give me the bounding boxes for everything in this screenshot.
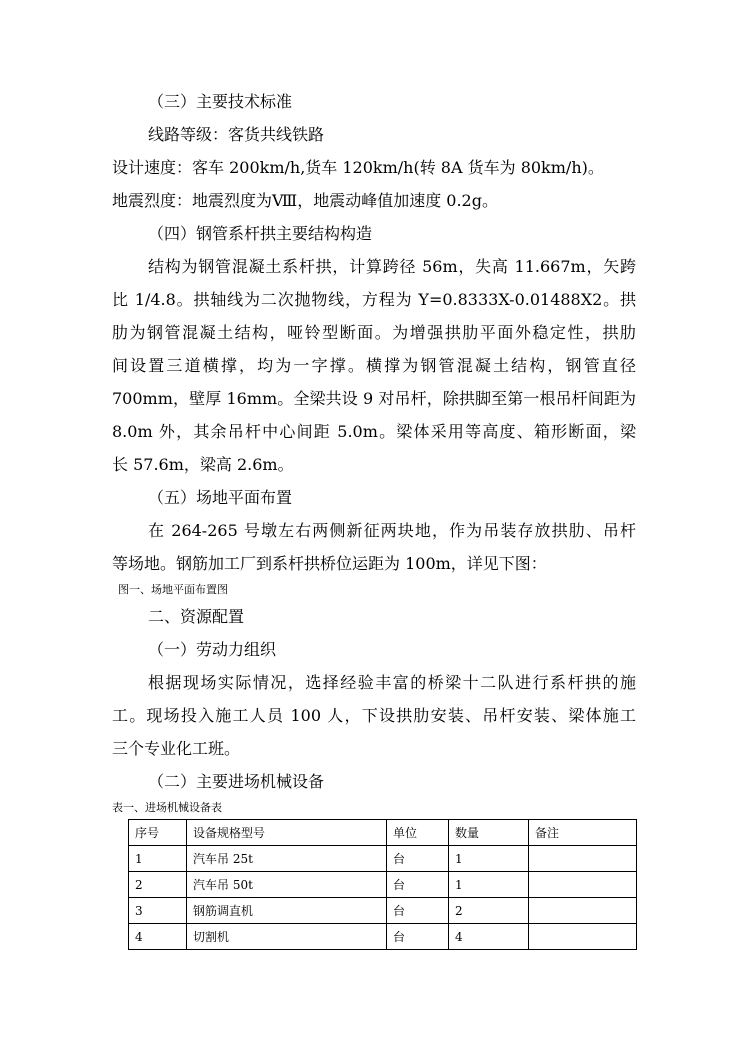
paragraph: 线路等级：客货共线铁路 — [148, 125, 325, 144]
paragraph: 间设置三道横撑，均为一字撑。横撑为钢管混凝土结构，钢管直径 — [112, 356, 636, 375]
table-header-row — [129, 820, 637, 846]
table-cell — [529, 846, 637, 872]
table-row — [129, 924, 637, 950]
table-row — [129, 898, 637, 924]
table-cell: 2 — [129, 872, 187, 898]
table-cell — [529, 924, 637, 950]
equipment-table — [128, 819, 637, 950]
section-heading: （四）钢管系杆拱主要结构构造 — [148, 224, 373, 243]
figure-caption: 图一、场地平面布置图 — [118, 583, 228, 596]
paragraph: 结构为钢管混凝土系杆拱，计算跨径 56m，失高 11.667m，矢跨 — [148, 257, 636, 276]
table-cell: 汽车吊 25t — [187, 846, 387, 872]
paragraph: 在 264-265 号墩左右两侧新征两块地，作为吊装存放拱肋、吊杆 — [148, 521, 636, 540]
paragraph: 工。现场投入施工人员 100 人，下设拱肋安装、吊杆安装、梁体施工 — [112, 706, 636, 725]
paragraph: 比 1/4.8。拱轴线为二次抛物线，方程为 Y=0.8333X-0.01488X2。拱 — [112, 290, 636, 309]
table-cell: 4 — [449, 924, 529, 950]
table-cell: 1 — [449, 872, 529, 898]
section-heading: 二、资源配置 — [148, 607, 245, 626]
table-cell: 台 — [387, 872, 449, 898]
paragraph: 根据现场实际情况，选择经验丰富的桥梁十二队进行系杆拱的施 — [148, 673, 636, 692]
header-cell: 单位 — [387, 820, 449, 846]
table-caption: 表一、进场机械设备表 — [112, 801, 222, 814]
header-cell: 备注 — [529, 820, 637, 846]
section-heading: （五）场地平面布置 — [148, 488, 293, 507]
table-cell: 1 — [449, 846, 529, 872]
table-cell: 4 — [129, 924, 187, 950]
table-cell: 台 — [387, 846, 449, 872]
table-row — [129, 872, 637, 898]
table-cell: 切割机 — [187, 924, 387, 950]
paragraph: 三个专业化工班。 — [112, 739, 241, 758]
paragraph: 700mm，壁厚 16mm。全梁共设 9 对吊杆，除拱脚至第一根吊杆间距为 — [112, 389, 636, 408]
header-cell: 设备规格型号 — [187, 820, 387, 846]
table-cell: 汽车吊 50t — [187, 872, 387, 898]
table-cell — [529, 898, 637, 924]
header-cell: 序号 — [129, 820, 187, 846]
table-cell: 2 — [449, 898, 529, 924]
paragraph: 长 57.6m，梁高 2.6m。 — [112, 455, 294, 474]
header-cell: 数量 — [449, 820, 529, 846]
table-cell: 3 — [129, 898, 187, 924]
section-heading: （一）劳动力组织 — [148, 640, 277, 659]
table-cell: 台 — [387, 898, 449, 924]
paragraph: 地震烈度：地震烈度为Ⅷ，地震动峰值加速度 0.2g。 — [112, 191, 498, 210]
paragraph: 等场地。钢筋加工厂到系杆拱桥位运距为 100m，详见下图： — [112, 554, 547, 573]
section-heading: （二）主要进场机械设备 — [148, 772, 325, 791]
section-heading: （三）主要技术标准 — [148, 92, 293, 111]
table-row — [129, 846, 637, 872]
table-cell: 钢筋调直机 — [187, 898, 387, 924]
table-cell — [529, 872, 637, 898]
table-cell: 台 — [387, 924, 449, 950]
paragraph: 设计速度：客车 200km/h,货车 120km/h(转 8A 货车为 80km/h)。 — [112, 158, 604, 177]
paragraph: 8.0m 外，其余吊杆中心间距 5.0m。梁体采用等高度、箱形断面，梁 — [112, 422, 636, 441]
table-cell: 1 — [129, 846, 187, 872]
paragraph: 肋为钢管混凝土结构，哑铃型断面。为增强拱肋平面外稳定性，拱肋 — [112, 323, 636, 342]
